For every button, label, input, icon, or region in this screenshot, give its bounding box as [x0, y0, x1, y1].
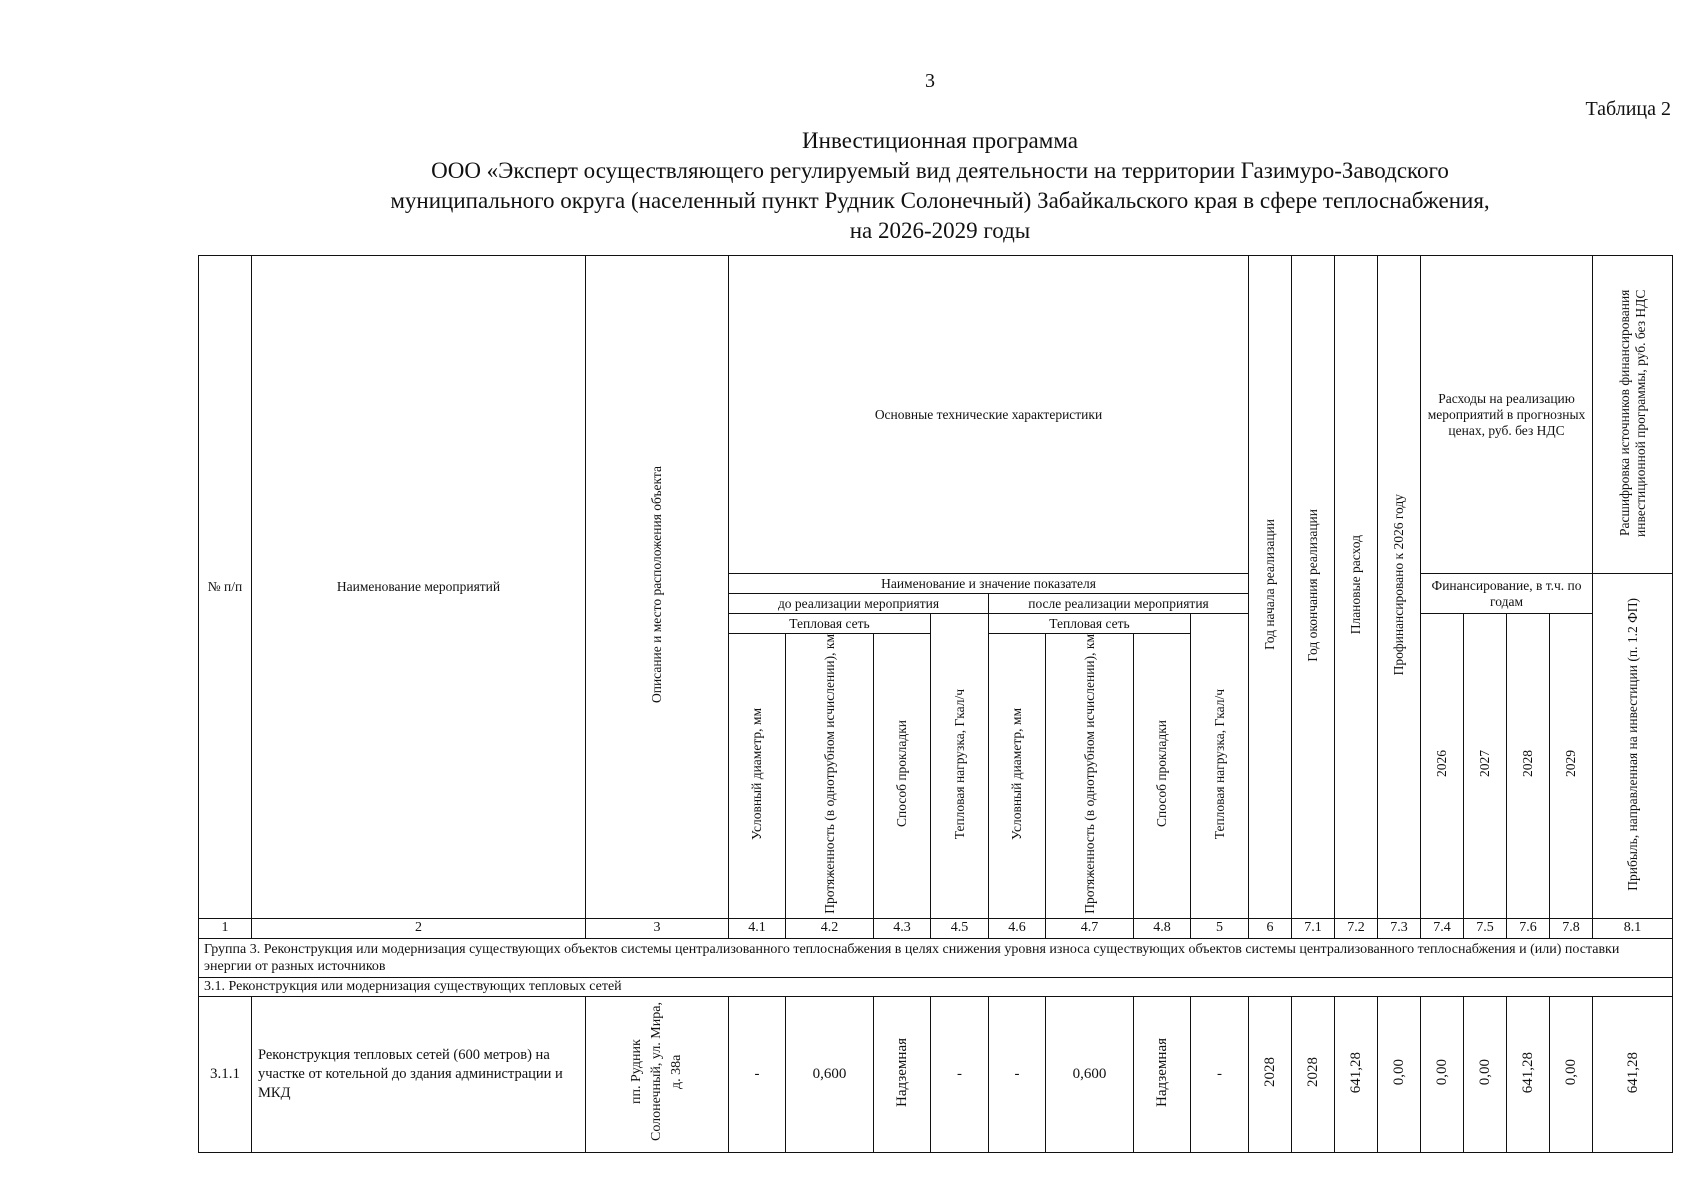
row-name: Реконструкция тепловых сетей (600 метров) на участке от котельной до здания администрации и МКД	[252, 996, 586, 1152]
header-laying-after-text: Способ прокладки	[1154, 720, 1169, 828]
header-expenses: Расходы на реализацию мероприятий в прогнозных ценах, руб. без НДС	[1421, 256, 1593, 574]
header-length-before-text: Протяженность (в однотрубном исчислении), км	[821, 634, 837, 914]
row-prefinanced-text: 0,00	[1391, 1059, 1408, 1086]
header-length-before	[786, 634, 874, 919]
row-prefinanced	[1378, 996, 1421, 1152]
row-load-before: -	[931, 996, 989, 1152]
column-number: 5	[1191, 918, 1249, 938]
header-profit-text: Прибыль, направленная на инвестиции (п. 1.2 ФП)	[1624, 597, 1640, 891]
row-profit-text: 641,28	[1624, 1051, 1641, 1093]
column-number: 7.3	[1378, 918, 1421, 938]
row-y2029	[1550, 996, 1593, 1152]
row-y2027	[1464, 996, 1507, 1152]
header-heat-net-after: Тепловая сеть	[989, 614, 1191, 634]
header-year-start-text: Год начала реализации	[1262, 519, 1278, 651]
header-length-after-text: Протяженность (в однотрубном исчислении), км	[1081, 634, 1097, 914]
column-number: 4.8	[1134, 918, 1191, 938]
column-number: 4.5	[931, 918, 989, 938]
row-year-end-text: 2028	[1305, 1057, 1322, 1088]
header-year-end-text: Год окончания реализации	[1305, 508, 1321, 662]
table-label: Таблица 2	[1585, 98, 1671, 120]
header-load-before-text: Тепловая нагрузка, Гкал/ч	[951, 688, 967, 840]
header-profit	[1593, 574, 1673, 919]
header-year-2027	[1464, 614, 1507, 919]
column-number: 6	[1249, 918, 1292, 938]
column-number: 7.1	[1292, 918, 1335, 938]
header-tech: Основные технические характеристики	[729, 256, 1249, 574]
page-number: 3	[925, 70, 935, 92]
header-load-before	[931, 614, 989, 919]
column-number: 4.6	[989, 918, 1046, 938]
row-profit	[1593, 996, 1673, 1152]
group-row	[199, 938, 1673, 977]
row-location-text: пп. Рудник Солонечный, ул. Мира, д. 38а	[629, 1002, 684, 1142]
header-year-2029	[1550, 614, 1593, 919]
header-financing: Финансирование, в т.ч. по годам	[1421, 574, 1593, 614]
row-planned	[1335, 996, 1378, 1152]
header-indicator: Наименование и значение показателя	[729, 574, 1249, 594]
investment-program-table	[198, 255, 1673, 1153]
header-load-after	[1191, 614, 1249, 919]
column-number: 8.1	[1593, 918, 1673, 938]
header-year-2028-text: 2028	[1520, 750, 1536, 778]
title-line-2: ООО «Эксперт осуществляющего регулируемый вид деятельности на территории Газимуро-Заводского	[431, 158, 1449, 183]
header-year-2026-text: 2026	[1434, 750, 1450, 778]
header-after: после реализации мероприятия	[989, 594, 1249, 614]
column-number: 4.3	[874, 918, 931, 938]
header-sources	[1593, 256, 1673, 574]
column-number-row	[199, 918, 1673, 938]
table-row	[199, 996, 1673, 1152]
row-y2027-text: 0,00	[1477, 1059, 1494, 1086]
row-laying-before	[874, 996, 931, 1152]
header-laying-after	[1134, 634, 1191, 919]
header-load-after-text: Тепловая нагрузка, Гкал/ч	[1211, 688, 1227, 840]
header-year-2026	[1421, 614, 1464, 919]
header-description-text: Описание и место расположения объекта	[649, 466, 664, 704]
row-y2026-text: 0,00	[1434, 1059, 1451, 1086]
row-length-after: 0,600	[1046, 996, 1134, 1152]
row-y2029-text: 0,00	[1563, 1059, 1580, 1086]
header-laying-before	[874, 634, 931, 919]
header-name: Наименование мероприятий	[252, 256, 586, 919]
column-number: 1	[199, 918, 252, 938]
row-laying-after	[1134, 996, 1191, 1152]
header-prefinanced-text: Профинансировано к 2026 году	[1391, 494, 1407, 676]
header-diameter-before-text: Условный диаметр, мм	[749, 707, 764, 840]
header-year-end	[1292, 256, 1335, 919]
header-diameter-after	[989, 634, 1046, 919]
header-planned-text: Плановые расход	[1348, 535, 1364, 635]
row-planned-text: 641,28	[1348, 1051, 1365, 1093]
row-laying-after-text: Надземная	[1154, 1037, 1170, 1107]
column-number: 7.4	[1421, 918, 1464, 938]
column-number: 4.1	[729, 918, 786, 938]
row-laying-before-text: Надземная	[894, 1037, 910, 1107]
row-y2026	[1421, 996, 1464, 1152]
title-line-1: Инвестиционная программа	[802, 128, 1078, 153]
row-y2028-text: 641,28	[1520, 1051, 1537, 1093]
header-year-2027-text: 2027	[1477, 750, 1493, 778]
column-number: 7.6	[1507, 918, 1550, 938]
row-load-after: -	[1191, 996, 1249, 1152]
row-num: 3.1.1	[199, 996, 252, 1152]
header-length-after	[1046, 634, 1134, 919]
title-line-3: муниципального округа (населенный пункт Рудник Солонечный) Забайкальского края в сфере теплоснабжения,	[390, 188, 1490, 213]
header-before: до реализации мероприятия	[729, 594, 989, 614]
header-heat-net-before: Тепловая сеть	[729, 614, 931, 634]
row-y2028	[1507, 996, 1550, 1152]
subgroup-row	[199, 977, 1673, 996]
row-year-end	[1292, 996, 1335, 1152]
row-length-before: 0,600	[786, 996, 874, 1152]
column-number: 7.2	[1335, 918, 1378, 938]
header-sources-text: Расшифровка источников финансирования инвестиционной программы, руб. без НДС	[1616, 288, 1648, 537]
row-year-start	[1249, 996, 1292, 1152]
column-number: 4.2	[786, 918, 874, 938]
column-number: 4.7	[1046, 918, 1134, 938]
row-diameter-after: -	[989, 996, 1046, 1152]
row-location	[586, 996, 729, 1152]
header-diameter-before	[729, 634, 786, 919]
column-number: 7.8	[1550, 918, 1593, 938]
group-title: Группа 3. Реконструкция или модернизация существующих объектов системы централизованного теплоснабжения в целях снижения уровня износа существующих объектов системы централизованного теплоснабжения и (или) поставки энергии от разных источников	[199, 938, 1673, 977]
header-laying-before-text: Способ прокладки	[894, 720, 909, 828]
subgroup-title: 3.1. Реконструкция или модернизация существующих тепловых сетей	[199, 977, 1673, 996]
header-description	[586, 256, 729, 919]
header-num: № п/п	[199, 256, 252, 919]
header-planned	[1335, 256, 1378, 919]
row-year-start-text: 2028	[1262, 1057, 1279, 1088]
row-diameter-before: -	[729, 996, 786, 1152]
header-prefinanced	[1378, 256, 1421, 919]
header-diameter-after-text: Условный диаметр, мм	[1009, 707, 1024, 840]
column-number: 3	[586, 918, 729, 938]
header-year-2029-text: 2029	[1563, 750, 1579, 778]
title-line-4: на 2026-2029 годы	[849, 218, 1031, 243]
column-number: 2	[252, 918, 586, 938]
column-number: 7.5	[1464, 918, 1507, 938]
header-year-2028	[1507, 614, 1550, 919]
header-year-start	[1249, 256, 1292, 919]
document-title	[240, 126, 1640, 246]
